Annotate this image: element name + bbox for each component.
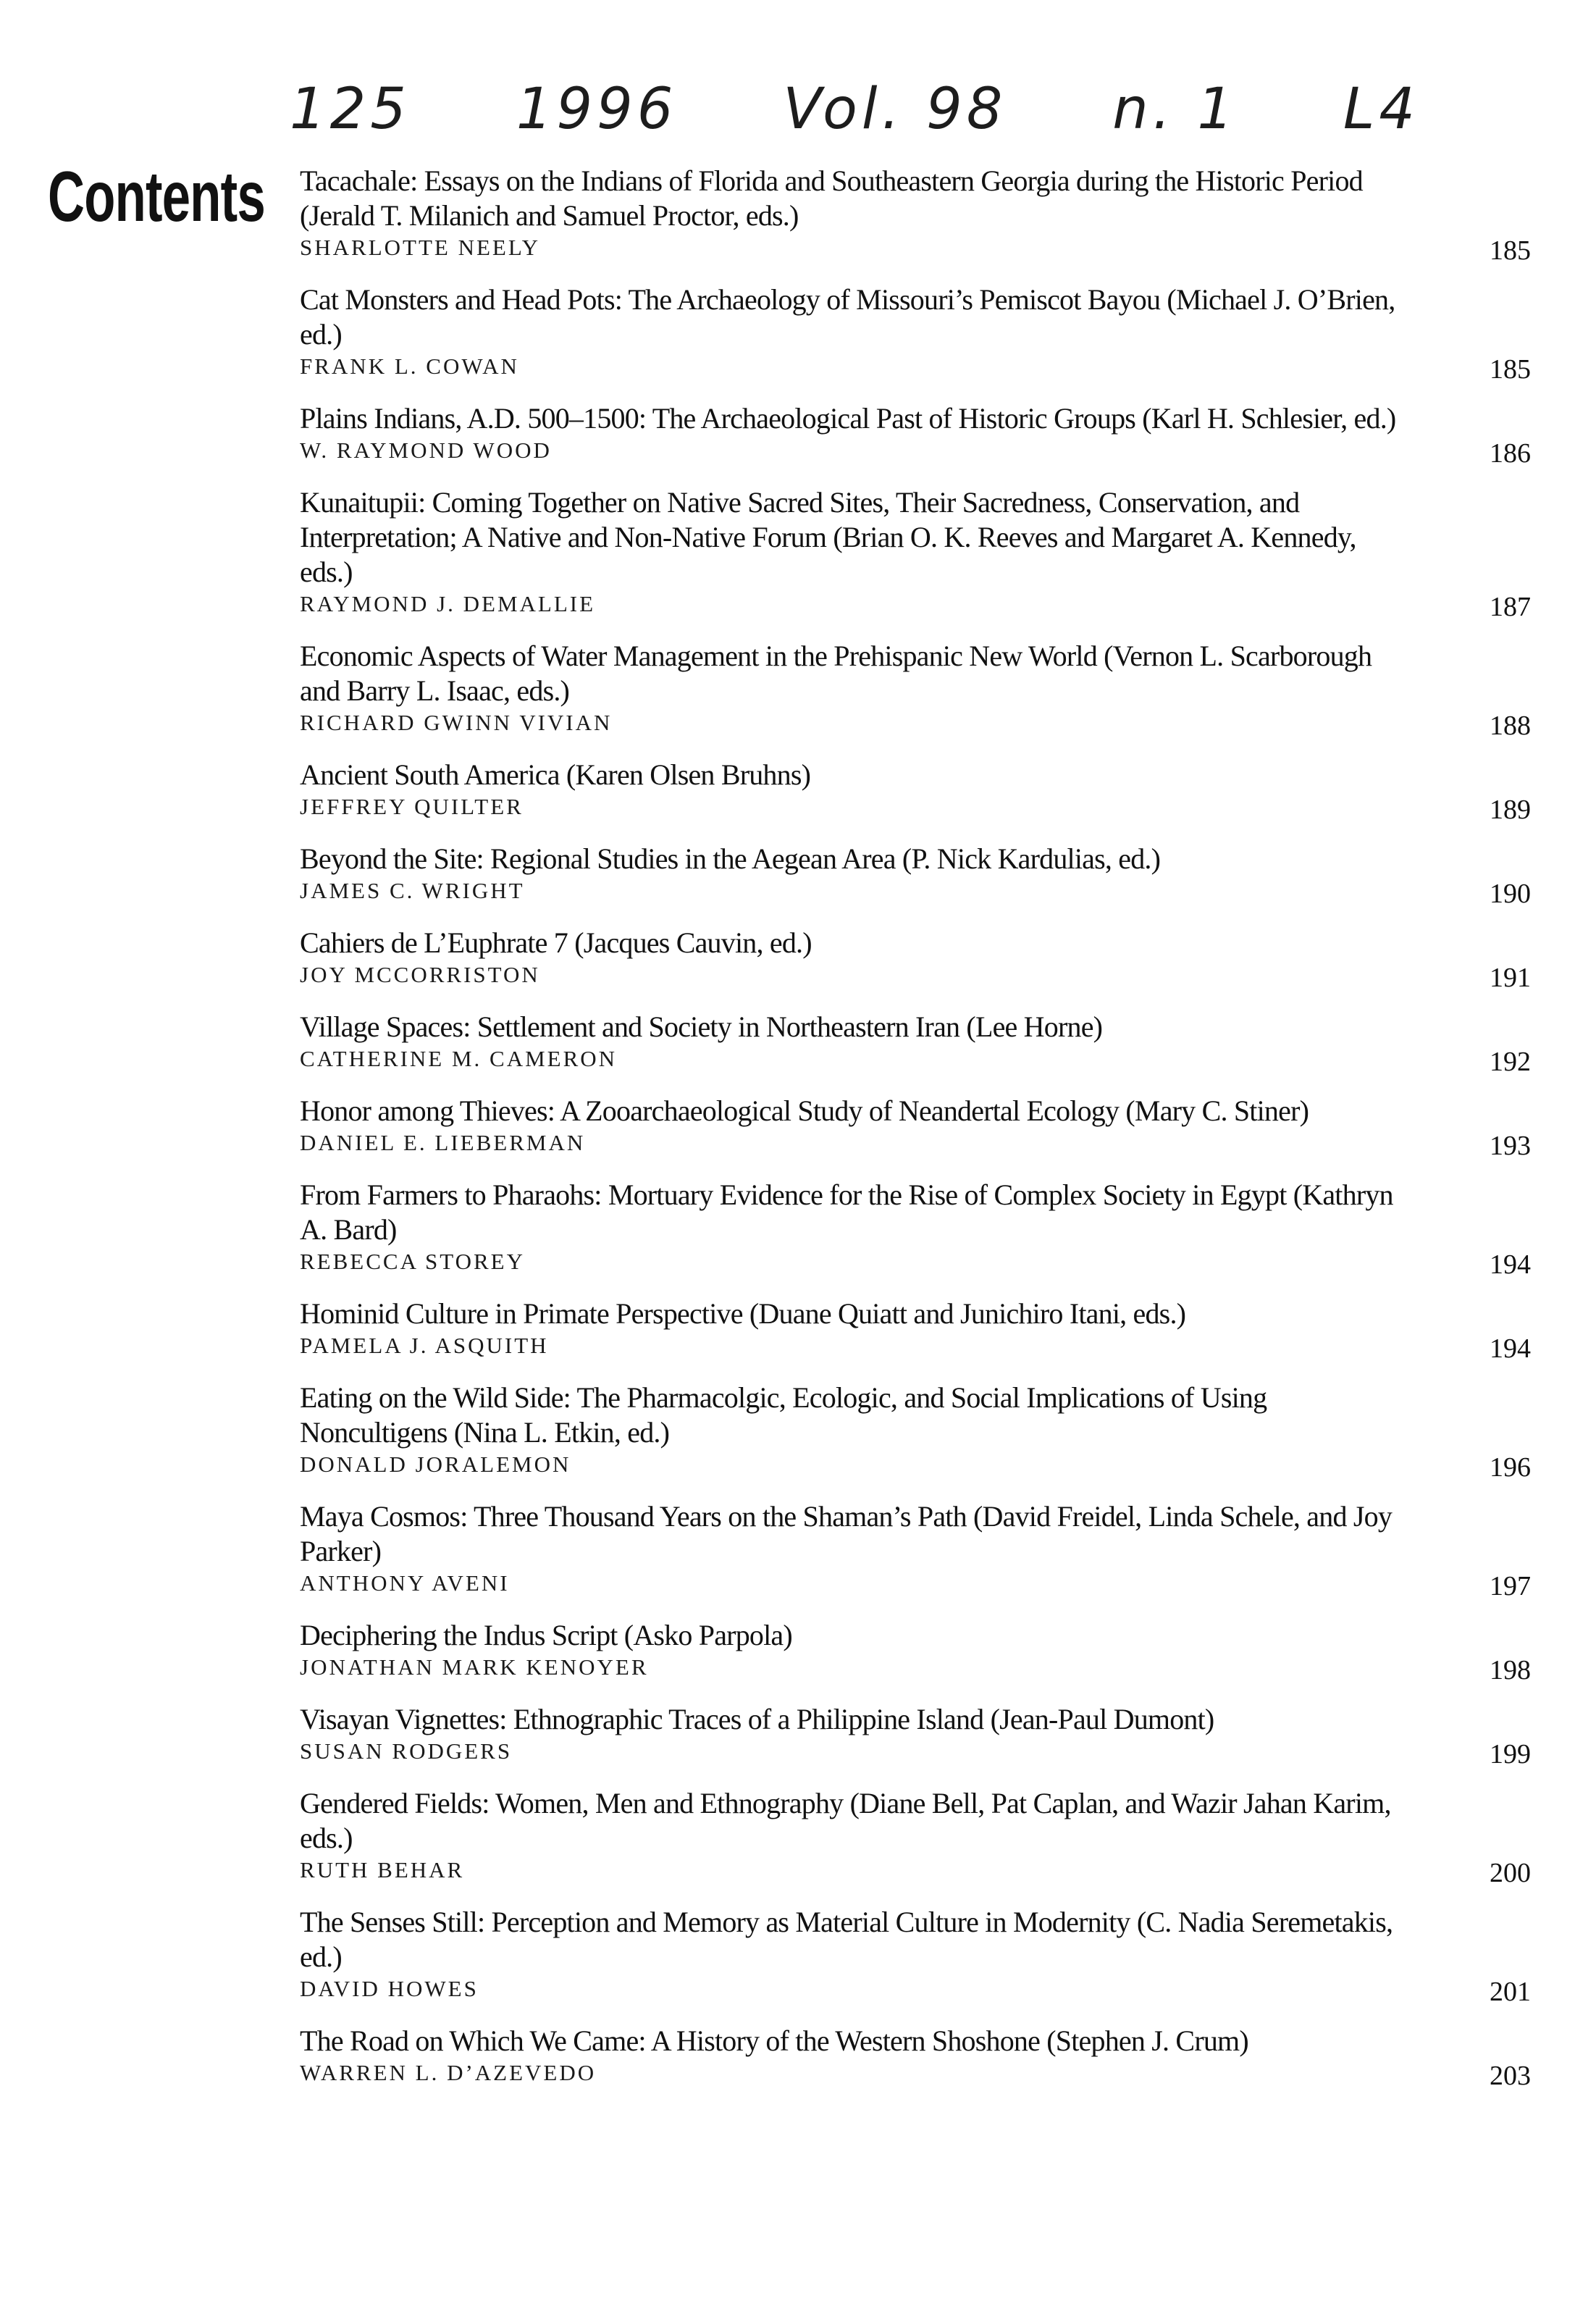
entry-reviewer: JOY MCCORRISTON [300, 962, 540, 987]
entry-page-number: 194 [1490, 1249, 1531, 1280]
contents-entry [300, 842, 1531, 909]
handwritten-note-part: 125 [290, 77, 411, 142]
entry-reviewer: DONALD JORALEMON [300, 1451, 571, 1477]
entry-title: The Senses Still: Perception and Memory as Material Culture in Modernity (C. Nadia Seremetakis, ed.) [300, 1906, 1393, 1973]
entry-page-number: 192 [1490, 1047, 1531, 1077]
entry-title: The Road on Which We Came: A History of the Western Shoshone (Stephen J. Crum) [300, 2024, 1248, 2057]
contents-entry [300, 1296, 1531, 1364]
entry-page-number: 186 [1490, 438, 1531, 469]
entry-page-number: 191 [1490, 963, 1531, 993]
entry-page-number: 189 [1490, 795, 1531, 825]
entry-title: Village Spaces: Settlement and Society in Northeastern Iran (Lee Horne) [300, 1010, 1103, 1043]
contents-entry [300, 1786, 1531, 1888]
entry-reviewer: JONATHAN MARK KENOYER [300, 1654, 649, 1680]
entry-reviewer: SUSAN RODGERS [300, 1738, 513, 1764]
entry-page-number: 188 [1490, 711, 1531, 741]
entry-title: Maya Cosmos: Three Thousand Years on the Shaman’s Path (David Freidel, Linda Schele, and Joy Parker) [300, 1500, 1393, 1567]
entry-title: Ancient South America (Karen Olsen Bruhns) [300, 758, 811, 791]
contents-entry [300, 1178, 1531, 1280]
entry-title: Eating on the Wild Side: The Pharmacolgic, Ecologic, and Social Implications of Using Noncultigens (Nina L. Etkin, ed.) [300, 1381, 1267, 1449]
entry-title: Cat Monsters and Head Pots: The Archaeology of Missouri’s Pemiscot Bayou (Michael J. O’Brien, ed.) [300, 283, 1395, 351]
contents-entry [300, 639, 1531, 741]
entry-reviewer: FRANK L. COWAN [300, 353, 519, 379]
entry-page-number: 185 [1490, 354, 1531, 385]
contents-entry [300, 401, 1531, 469]
entry-page-number: 200 [1490, 1858, 1531, 1888]
entry-title: Visayan Vignettes: Ethnographic Traces of a Philippine Island (Jean-Paul Dumont) [300, 1703, 1214, 1735]
entry-page-number: 196 [1490, 1452, 1531, 1483]
entry-reviewer: JAMES C. WRIGHT [300, 878, 525, 903]
entry-reviewer: W. RAYMOND WOOD [300, 437, 552, 463]
entry-reviewer: JEFFREY QUILTER [300, 794, 524, 819]
page-heading: Contents [48, 156, 265, 236]
contents-list [300, 164, 1531, 2108]
entry-page-number: 198 [1490, 1655, 1531, 1685]
entry-title: Hominid Culture in Primate Perspective (Duane Quiatt and Junichiro Itani, eds.) [300, 1297, 1186, 1330]
handwritten-note [290, 70, 1419, 149]
entry-reviewer: REBECCA STOREY [300, 1249, 526, 1274]
handwritten-note-part: n. 1 [1112, 77, 1238, 142]
contents-entry [300, 1499, 1531, 1601]
entry-reviewer: SHARLOTTE NEELY [300, 235, 541, 260]
entry-reviewer: PAMELA J. ASQUITH [300, 1333, 549, 1358]
entry-title: Plains Indians, A.D. 500–1500: The Archaeological Past of Historic Groups (Karl H. Schlesier, ed.) [300, 402, 1396, 435]
contents-entry [300, 485, 1531, 622]
entry-reviewer: RAYMOND J. DEMALLIE [300, 591, 596, 616]
contents-entry [300, 1905, 1531, 2007]
entry-page-number: 197 [1490, 1571, 1531, 1601]
entry-title: Tacachale: Essays on the Indians of Florida and Southeastern Georgia during the Historic Period (Jerald T. Milanich and Samuel Proctor, eds.) [300, 164, 1363, 232]
contents-entry [300, 1094, 1531, 1161]
contents-entry [300, 1381, 1531, 1483]
entry-page-number: 199 [1490, 1739, 1531, 1769]
contents-entry [300, 758, 1531, 825]
entry-page-number: 193 [1490, 1131, 1531, 1161]
contents-entry [300, 926, 1531, 993]
entry-title: Honor among Thieves: A Zooarchaeological Study of Neandertal Ecology (Mary C. Stiner) [300, 1094, 1309, 1127]
entry-reviewer: ANTHONY AVENI [300, 1570, 510, 1596]
entry-title: From Farmers to Pharaohs: Mortuary Evidence for the Rise of Complex Society in Egypt (Kathryn A. Bard) [300, 1178, 1393, 1246]
handwritten-note-part: L4 [1343, 77, 1419, 142]
contents-entry [300, 1618, 1531, 1685]
entry-reviewer: CATHERINE M. CAMERON [300, 1046, 618, 1071]
entry-title: Cahiers de L’Euphrate 7 (Jacques Cauvin, ed.) [300, 926, 812, 959]
entry-title: Gendered Fields: Women, Men and Ethnography (Diane Bell, Pat Caplan, and Wazir Jahan Karim, eds.) [300, 1787, 1391, 1854]
entry-reviewer: RUTH BEHAR [300, 1857, 465, 1882]
contents-entry [300, 2024, 1531, 2091]
entry-page-number: 194 [1490, 1333, 1531, 1364]
handwritten-note-part: 1996 [516, 77, 678, 142]
entry-title: Kunaitupii: Coming Together on Native Sacred Sites, Their Sacredness, Conservation, and Interpretation; A Native and Non-Native Forum (Brian O. K. Reeves and Margaret A. Kennedy, eds.) [300, 486, 1356, 588]
entry-page-number: 185 [1490, 235, 1531, 266]
contents-entry [300, 164, 1531, 266]
handwritten-note-part: Vol. 98 [783, 77, 1007, 142]
entry-title: Deciphering the Indus Script (Asko Parpola) [300, 1619, 792, 1651]
entry-page-number: 187 [1490, 592, 1531, 622]
entry-title: Economic Aspects of Water Management in the Prehispanic New World (Vernon L. Scarborough and Barry L. Isaac, eds.) [300, 640, 1372, 707]
entry-reviewer: DAVID HOWES [300, 1976, 479, 2001]
entry-title: Beyond the Site: Regional Studies in the Aegean Area (P. Nick Kardulias, ed.) [300, 842, 1161, 875]
contents-entry [300, 1010, 1531, 1077]
entry-reviewer: DANIEL E. LIEBERMAN [300, 1130, 586, 1155]
contents-entry [300, 282, 1531, 385]
entry-reviewer: RICHARD GWINN VIVIAN [300, 710, 613, 735]
entry-page-number: 201 [1490, 1977, 1531, 2007]
contents-entry [300, 1702, 1531, 1769]
entry-reviewer: WARREN L. D’AZEVEDO [300, 2060, 597, 2085]
entry-page-number: 203 [1490, 2061, 1531, 2091]
entry-page-number: 190 [1490, 879, 1531, 909]
